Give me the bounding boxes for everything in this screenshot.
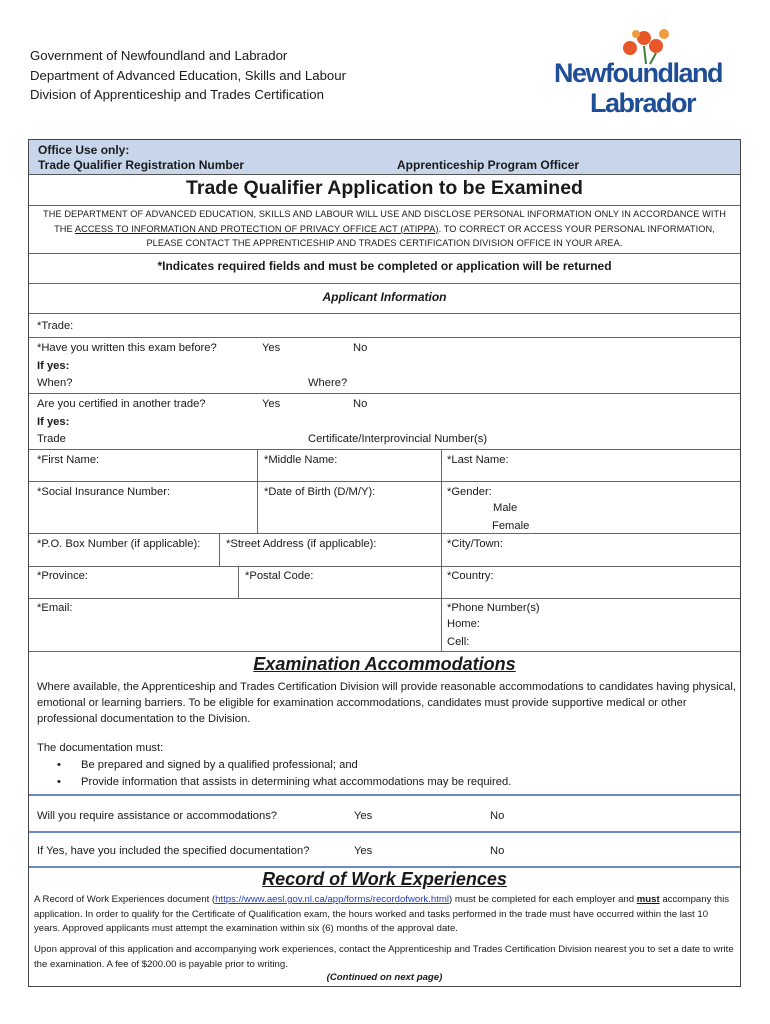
must-emphasis: must: [636, 894, 660, 905]
where-label: Where?: [308, 377, 348, 389]
gender-label: *Gender:: [447, 486, 492, 498]
sin-label[interactable]: *Social Insurance Number:: [37, 486, 171, 498]
cert-numbers-label: Certificate/Interprovincial Number(s): [308, 433, 488, 445]
header-line-division: Division of Apprenticeship and Trades Certification: [30, 87, 324, 102]
province-label[interactable]: *Province:: [37, 570, 88, 582]
registration-number-label: Trade Qualifier Registration Number: [38, 158, 245, 172]
when-label: When?: [37, 377, 73, 389]
accommodations-heading: Examination Accommodations: [253, 654, 516, 674]
home-phone-label[interactable]: Home:: [447, 618, 480, 630]
atippa-link[interactable]: ACCESS TO INFORMATION AND PROTECTION OF PRIVACY OFFICE ACT (ATIPPA): [74, 223, 439, 234]
list-item: • Provide information that assists in determining what accommodations may be required.: [57, 776, 512, 788]
divider: [219, 533, 220, 566]
divider: [29, 283, 740, 284]
approval-paragraph: Upon approval of this application and accompanying work experiences, contact the Apprenticeship and Trades Certification Division nearest you to set a date to write the examination. A fee of $200.00 is payable prior to writing.: [34, 944, 734, 970]
city-label[interactable]: *City/Town:: [447, 538, 503, 550]
divider: [29, 393, 740, 394]
divider: [441, 481, 442, 533]
divider: [441, 449, 442, 481]
documentation-included-question: If Yes, have you included the specified documentation?: [37, 845, 310, 857]
gender-male-option[interactable]: Male: [493, 502, 518, 514]
blue-rule: [29, 794, 740, 796]
bullet-text: Provide information that assists in determining what accommodations may be required.: [81, 776, 512, 788]
require-accommodations-yes[interactable]: Yes: [354, 810, 373, 822]
logo-word-labrador: Labrador: [590, 88, 696, 118]
documentation-included-no[interactable]: No: [490, 845, 505, 857]
record-paragraph: [34, 893, 736, 937]
documentation-must-label: The documentation must:: [37, 742, 164, 754]
street-address-label[interactable]: *Street Address (if applicable):: [226, 538, 377, 550]
documentation-included-yes[interactable]: Yes: [354, 845, 373, 857]
certified-other-yes[interactable]: Yes: [262, 398, 281, 410]
divider: [257, 481, 258, 533]
first-name-label[interactable]: *First Name:: [37, 454, 100, 466]
divider: [29, 205, 740, 206]
office-use-box: [29, 140, 740, 175]
trade-label: *Trade:: [37, 320, 74, 332]
postal-code-label[interactable]: *Postal Code:: [245, 570, 314, 582]
blue-rule: [29, 831, 740, 833]
written-before-label: *Have you written this exam before?: [37, 342, 217, 354]
program-officer-label: Apprenticeship Program Officer: [397, 158, 580, 172]
continued-note: (Continued on next page): [326, 972, 443, 983]
divider: [29, 313, 740, 314]
dob-label[interactable]: *Date of Birth (D/M/Y):: [264, 486, 376, 498]
divider: [29, 598, 740, 599]
form-title: Trade Qualifier Application to be Examined: [186, 177, 583, 199]
divider: [29, 651, 740, 652]
divider: [29, 449, 740, 450]
privacy-notice: [35, 207, 734, 251]
gender-female-option[interactable]: Female: [492, 520, 530, 532]
divider: [441, 598, 442, 651]
application-form: [28, 139, 741, 987]
record-heading: Record of Work Experiences: [262, 869, 507, 889]
record-text: accompany this application. In order to qualify for the Certificate of Qualification exam, the hours worked and tasks performed in the trade must have occurred within the last 10 years. Approved applicants must attempt the examination within six (6) months of the approval date.: [34, 894, 729, 934]
record-text: ) must be completed for each employer and: [449, 894, 637, 905]
require-accommodations-no[interactable]: No: [490, 810, 505, 822]
middle-name-label[interactable]: *Middle Name:: [264, 454, 338, 466]
divider: [29, 337, 740, 338]
record-text: A Record of Work Experiences document (: [34, 894, 216, 905]
written-before-yes[interactable]: Yes: [262, 342, 281, 354]
agency-header: [30, 46, 346, 105]
phone-numbers-label: *Phone Number(s): [447, 602, 540, 614]
notice-text-end: . TO CORRECT OR ACCESS YOUR PERSONAL INFORMATION, PLEASE CONTACT THE APPRENTICESHIP AND TRADES CERTIFICATION DIVISION OFFICE IN YOUR AREA.: [146, 223, 715, 248]
divider: [441, 533, 442, 566]
logo-word-newfoundland: Newfoundland: [554, 58, 722, 88]
po-box-label[interactable]: *P.O. Box Number (if applicable):: [37, 538, 201, 550]
divider: [29, 566, 740, 567]
certified-other-no[interactable]: No: [353, 398, 368, 410]
if-yes-label: If yes:: [37, 360, 70, 372]
nl-logo: [548, 26, 728, 122]
divider: [257, 449, 258, 481]
notice-text: THE DEPARTMENT OF ADVANCED EDUCATION, SKILLS AND LABOUR WILL USE AND DISCLOSE PERSONAL INFORMATION ONLY IN ACCORDANCE WITH THE: [43, 209, 726, 234]
divider: [29, 533, 740, 534]
blue-rule: [29, 866, 740, 868]
required-fields-note: *Indicates required fields and must be completed or application will be returned: [157, 259, 612, 273]
office-use-label: Office Use only:: [38, 143, 130, 157]
accommodations-intro: Where available, the Apprenticeship and Trades Certification Division will provide reasonable accommodations to candidates having physical, emotional or learning barriers. To be eligible for examination accommodations, candidates must provide supportive medical or other professional documentation to the Division.: [37, 681, 736, 725]
email-label[interactable]: *Email:: [37, 602, 73, 614]
trade-name-label: Trade: [37, 433, 66, 445]
list-item: • Be prepared and signed by a qualified professional; and: [57, 759, 358, 771]
cell-phone-label[interactable]: Cell:: [447, 636, 470, 648]
divider: [238, 566, 239, 598]
written-before-no[interactable]: No: [353, 342, 368, 354]
certified-other-label: Are you certified in another trade?: [37, 398, 206, 410]
last-name-label[interactable]: *Last Name:: [447, 454, 509, 466]
divider: [29, 481, 740, 482]
divider: [441, 566, 442, 598]
country-label[interactable]: *Country:: [447, 570, 494, 582]
divider: [29, 253, 740, 254]
applicant-info-heading: Applicant Information: [322, 290, 447, 304]
if-yes-label-2: If yes:: [37, 416, 70, 428]
header-line-department: Department of Advanced Education, Skills and Labour: [30, 67, 346, 83]
header-line-government: Government of Newfoundland and Labrador: [30, 48, 288, 63]
record-of-work-link[interactable]: https://www.aesl.gov.nl.ca/app/forms/recordofwork.html: [215, 894, 450, 905]
require-accommodations-question: Will you require assistance or accommodations?: [37, 810, 278, 822]
bullet-text: Be prepared and signed by a qualified professional; and: [81, 759, 358, 771]
